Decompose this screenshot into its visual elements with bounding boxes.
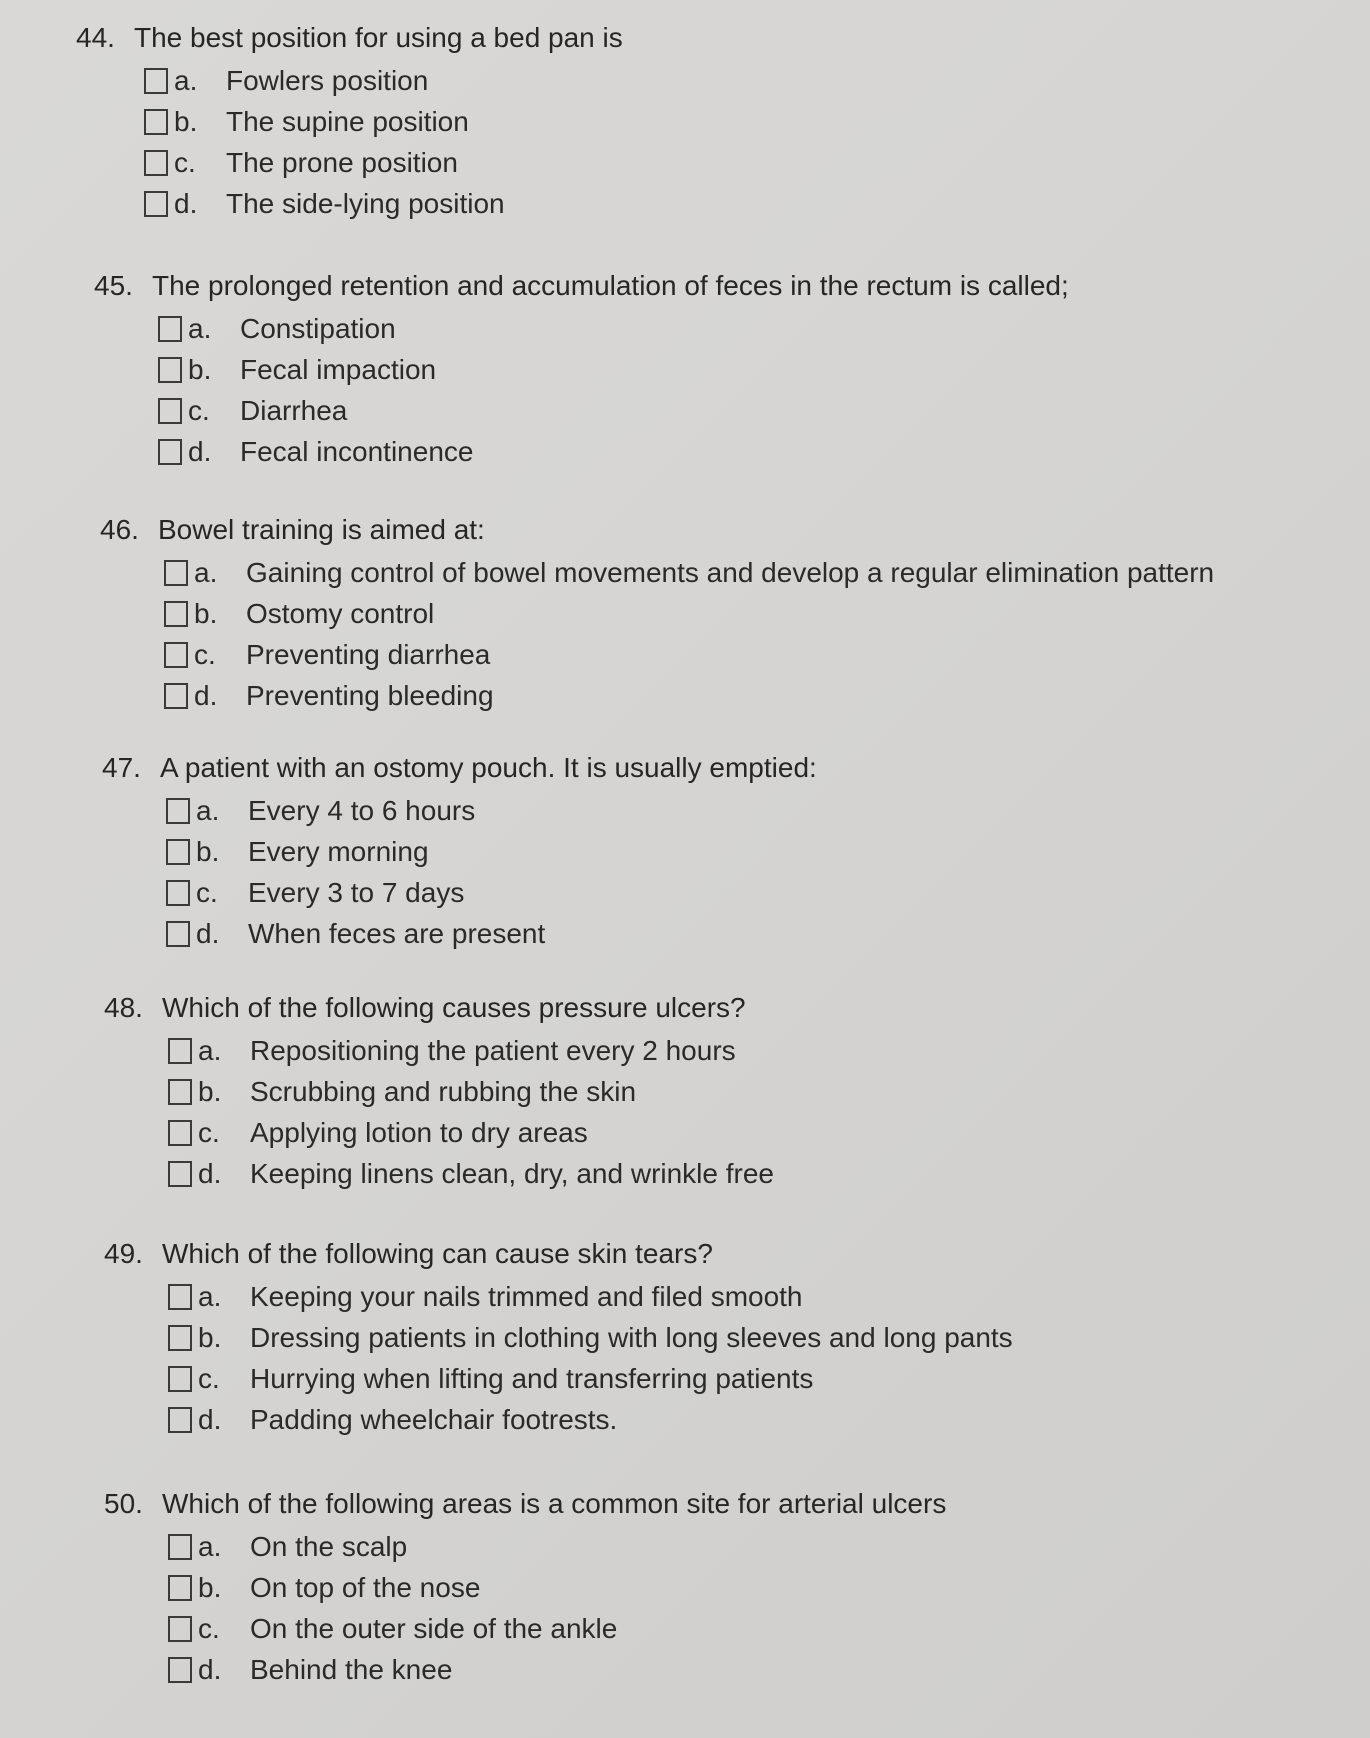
- option-text: Behind the knee: [250, 1653, 453, 1685]
- checkbox-icon[interactable]: [144, 68, 168, 94]
- option-letter: a.: [198, 1034, 222, 1066]
- checkbox-icon[interactable]: [168, 1161, 192, 1187]
- checkbox-icon[interactable]: [168, 1575, 192, 1601]
- option-text: Applying lotion to dry areas: [250, 1116, 588, 1148]
- option-letter: c.: [198, 1362, 220, 1394]
- option-letter: d.: [198, 1157, 222, 1189]
- checkbox-icon[interactable]: [166, 921, 190, 947]
- option-a[interactable]: [168, 1526, 946, 1567]
- checkbox-icon[interactable]: [168, 1657, 192, 1683]
- checkbox-icon[interactable]: [144, 191, 168, 217]
- option-letter: b.: [198, 1571, 222, 1603]
- option-c[interactable]: [164, 634, 1214, 675]
- option-letter: b.: [174, 105, 198, 137]
- question-46: [100, 510, 1214, 716]
- option-d[interactable]: [168, 1153, 774, 1194]
- option-text: Preventing bleeding: [246, 679, 494, 711]
- option-text: When feces are present: [248, 917, 546, 949]
- option-text: Gaining control of bowel movements and develop a regular elimination pattern: [246, 556, 1215, 588]
- checkbox-icon[interactable]: [168, 1284, 192, 1310]
- option-letter: d.: [198, 1653, 222, 1685]
- question-stem: [104, 1234, 1013, 1274]
- option-b[interactable]: [168, 1567, 946, 1608]
- option-a[interactable]: [164, 552, 1214, 593]
- option-text: Fecal incontinence: [240, 435, 474, 467]
- checkbox-icon[interactable]: [144, 150, 168, 176]
- options-list: [168, 1030, 774, 1194]
- checkbox-icon[interactable]: [168, 1366, 192, 1392]
- option-letter: a.: [174, 64, 198, 96]
- checkbox-icon[interactable]: [168, 1534, 192, 1560]
- option-text: Fowlers position: [226, 64, 429, 96]
- options-list: [144, 60, 623, 224]
- question-stem: [104, 1484, 946, 1524]
- option-text: Hurrying when lifting and transferring patients: [250, 1362, 814, 1394]
- option-b[interactable]: [144, 101, 623, 142]
- checkbox-icon[interactable]: [164, 601, 188, 627]
- option-letter: d.: [188, 435, 212, 467]
- question-stem: [100, 510, 1214, 550]
- option-a[interactable]: [168, 1030, 774, 1071]
- option-text: Preventing diarrhea: [246, 638, 491, 670]
- option-a[interactable]: [144, 60, 623, 101]
- option-c[interactable]: [168, 1112, 774, 1153]
- option-text: Diarrhea: [240, 394, 348, 426]
- option-text: The side-lying position: [226, 187, 505, 219]
- option-text: On the scalp: [250, 1530, 408, 1562]
- option-text: Fecal impaction: [240, 353, 437, 385]
- option-letter: a.: [194, 556, 218, 588]
- question-number: 49.: [104, 1238, 143, 1269]
- option-letter: a.: [198, 1280, 222, 1312]
- question-number: 46.: [100, 514, 139, 545]
- option-text: On the outer side of the ankle: [250, 1612, 618, 1644]
- option-letter: c.: [196, 876, 218, 908]
- option-letter: c.: [174, 146, 196, 178]
- checkbox-icon[interactable]: [164, 560, 188, 586]
- checkbox-icon[interactable]: [168, 1079, 192, 1105]
- question-45: [94, 266, 1069, 472]
- checkbox-icon[interactable]: [168, 1038, 192, 1064]
- checkbox-icon[interactable]: [158, 316, 182, 342]
- question-text: The prolonged retention and accumulation of feces in the rectum is called;: [152, 270, 1069, 301]
- question-47: [102, 748, 817, 954]
- option-text: Keeping your nails trimmed and filed smooth: [250, 1280, 803, 1312]
- question-text: Which of the following causes pressure ulcers?: [162, 992, 746, 1023]
- option-c[interactable]: [168, 1358, 1013, 1399]
- question-number: 45.: [94, 270, 133, 301]
- option-letter: c.: [198, 1612, 220, 1644]
- question-48: [104, 988, 774, 1194]
- checkbox-icon[interactable]: [144, 109, 168, 135]
- question-number: 48.: [104, 992, 143, 1023]
- option-letter: d.: [198, 1403, 222, 1435]
- option-b[interactable]: [158, 349, 1069, 390]
- option-text: Padding wheelchair footrests.: [250, 1403, 618, 1435]
- option-letter: c.: [194, 638, 216, 670]
- checkbox-icon[interactable]: [166, 839, 190, 865]
- options-list: [158, 308, 1069, 472]
- question-50: [104, 1484, 946, 1690]
- option-text: Scrubbing and rubbing the skin: [250, 1075, 637, 1107]
- option-letter: d.: [174, 187, 198, 219]
- option-text: Repositioning the patient every 2 hours: [250, 1034, 736, 1066]
- option-text: On top of the nose: [250, 1571, 481, 1603]
- option-d[interactable]: [168, 1399, 1013, 1440]
- checkbox-icon[interactable]: [164, 683, 188, 709]
- option-b[interactable]: [164, 593, 1214, 634]
- option-c[interactable]: [144, 142, 623, 183]
- question-stem: [94, 266, 1069, 306]
- option-d[interactable]: [144, 183, 623, 224]
- option-a[interactable]: [166, 790, 817, 831]
- option-d[interactable]: [168, 1649, 946, 1690]
- options-list: [166, 790, 817, 954]
- option-c[interactable]: [168, 1608, 946, 1649]
- question-text: A patient with an ostomy pouch. It is usually emptied:: [160, 752, 817, 783]
- checkbox-icon[interactable]: [158, 357, 182, 383]
- options-list: [164, 552, 1214, 716]
- option-b[interactable]: [168, 1071, 774, 1112]
- option-letter: b.: [196, 835, 220, 867]
- option-text: Keeping linens clean, dry, and wrinkle free: [250, 1157, 775, 1189]
- question-49: [104, 1234, 1013, 1440]
- option-c[interactable]: [166, 872, 817, 913]
- option-c[interactable]: [158, 390, 1069, 431]
- option-letter: b.: [188, 353, 212, 385]
- question-stem: [104, 988, 774, 1028]
- option-letter: b.: [198, 1075, 222, 1107]
- checkbox-icon[interactable]: [166, 798, 190, 824]
- question-text: Which of the following can cause skin tears?: [162, 1238, 713, 1269]
- question-text: Bowel training is aimed at:: [158, 514, 485, 545]
- option-a[interactable]: [168, 1276, 1013, 1317]
- option-b[interactable]: [166, 831, 817, 872]
- option-text: Constipation: [240, 312, 396, 344]
- question-number: 47.: [102, 752, 141, 783]
- option-text: Every morning: [248, 835, 429, 867]
- option-letter: a.: [188, 312, 212, 344]
- option-letter: c.: [188, 394, 210, 426]
- checkbox-icon[interactable]: [164, 642, 188, 668]
- question-number: 50.: [104, 1488, 143, 1519]
- option-a[interactable]: [158, 308, 1069, 349]
- option-text: Ostomy control: [246, 597, 435, 629]
- option-d[interactable]: [164, 675, 1214, 716]
- checkbox-icon[interactable]: [168, 1616, 192, 1642]
- option-letter: b.: [198, 1321, 222, 1353]
- question-stem: [76, 18, 623, 58]
- option-text: Dressing patients in clothing with long sleeves and long pants: [250, 1321, 1013, 1353]
- checkbox-icon[interactable]: [158, 439, 182, 465]
- option-text: Every 3 to 7 days: [248, 876, 465, 908]
- checkbox-icon[interactable]: [168, 1120, 192, 1146]
- option-text: The prone position: [226, 146, 458, 178]
- options-list: [168, 1276, 1013, 1440]
- question-text: Which of the following areas is a common site for arterial ulcers: [162, 1488, 947, 1519]
- option-d[interactable]: [158, 431, 1069, 472]
- option-b[interactable]: [168, 1317, 1013, 1358]
- option-letter: a.: [198, 1530, 222, 1562]
- question-44: [76, 18, 623, 224]
- option-letter: d.: [194, 679, 218, 711]
- option-text: The supine position: [226, 105, 469, 137]
- checkbox-icon[interactable]: [158, 398, 182, 424]
- checkbox-icon[interactable]: [168, 1407, 192, 1433]
- question-stem: [102, 748, 817, 788]
- option-letter: d.: [196, 917, 220, 949]
- checkbox-icon[interactable]: [168, 1325, 192, 1351]
- option-d[interactable]: [166, 913, 817, 954]
- option-letter: b.: [194, 597, 218, 629]
- option-letter: c.: [198, 1116, 220, 1148]
- checkbox-icon[interactable]: [166, 880, 190, 906]
- question-number: 44.: [76, 22, 115, 53]
- question-text: The best position for using a bed pan is: [134, 22, 623, 53]
- option-text: Every 4 to 6 hours: [248, 794, 476, 826]
- option-letter: a.: [196, 794, 220, 826]
- options-list: [168, 1526, 946, 1690]
